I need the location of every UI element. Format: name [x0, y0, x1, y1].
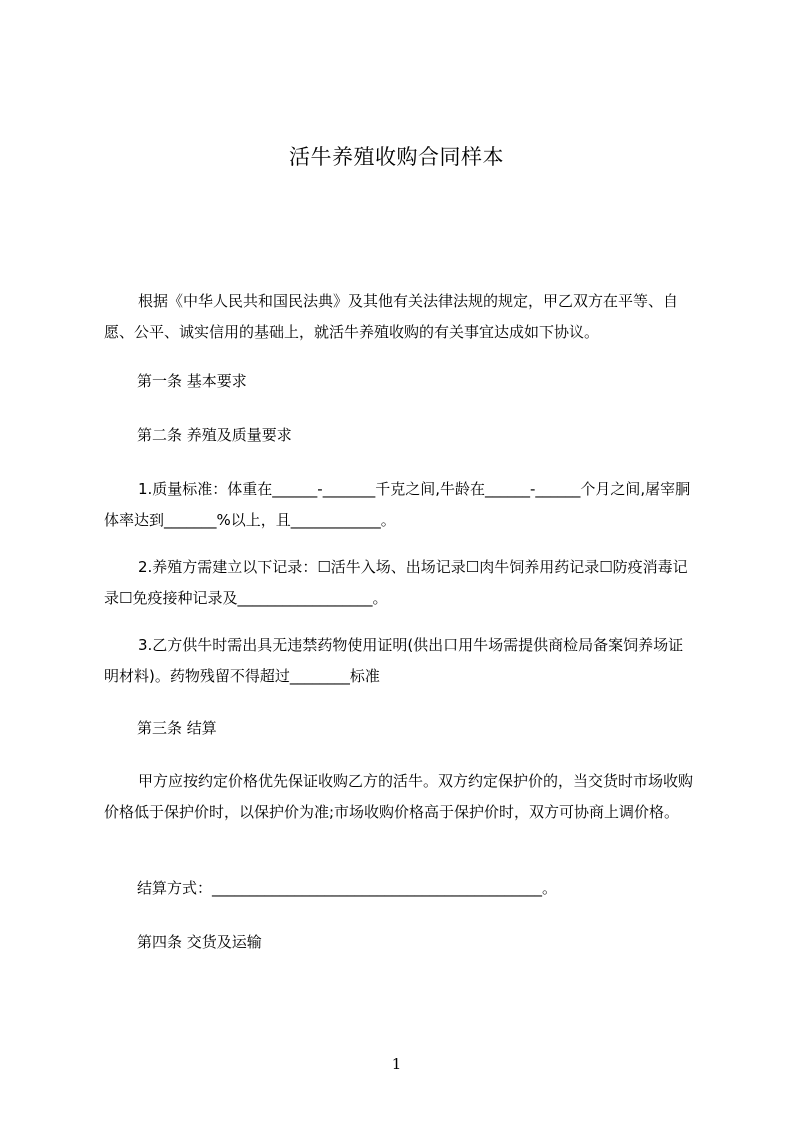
quality-standard-clause: 1.质量标准：体重在______-_______千克之间,牛龄在______-______个月之间,屠宰胴体率达到_______%以上，且____________。 — [104, 480, 691, 529]
settlement-paragraph: 甲方应按约定价格优先保证收购乙方的活牛。双方约定保护价的，当交货时市场收购价格低于保护价时，以保护价为准;市场收购价格高于保护价时，双方可协商上调价格。 — [104, 772, 694, 821]
document-title: 活牛养殖收购合同样本 — [289, 145, 504, 169]
payment-method-line: 结算方式：____________________________________________。 — [137, 879, 558, 897]
breeding-records-clause: 2.养殖方需建立以下记录：☐活牛入场、出场记录☐肉牛饲养用药记录☐防疫消毒记录☐免疫接种记录及__________________。 — [104, 558, 688, 607]
article-2-heading: 第二条 养殖及质量要求 — [137, 426, 292, 444]
drug-certificate-clause: 3.乙方供牛时需出具无违禁药物使用证明(供出口用牛场需提供商检局备案饲养场证明材料)。药物残留不得超过________标准 — [104, 636, 684, 685]
article-4-heading: 第四条 交货及运输 — [137, 933, 262, 951]
page-number: 1 — [391, 1055, 402, 1073]
article-3-heading: 第三条 结算 — [137, 719, 217, 737]
article-1-heading: 第一条 基本要求 — [137, 372, 247, 390]
intro-paragraph: 根据《中华人民共和国民法典》及其他有关法律法规的规定，甲乙双方在平等、自愿、公平、诚实信用的基础上，就活牛养殖收购的有关事宜达成如下协议。 — [104, 292, 679, 341]
